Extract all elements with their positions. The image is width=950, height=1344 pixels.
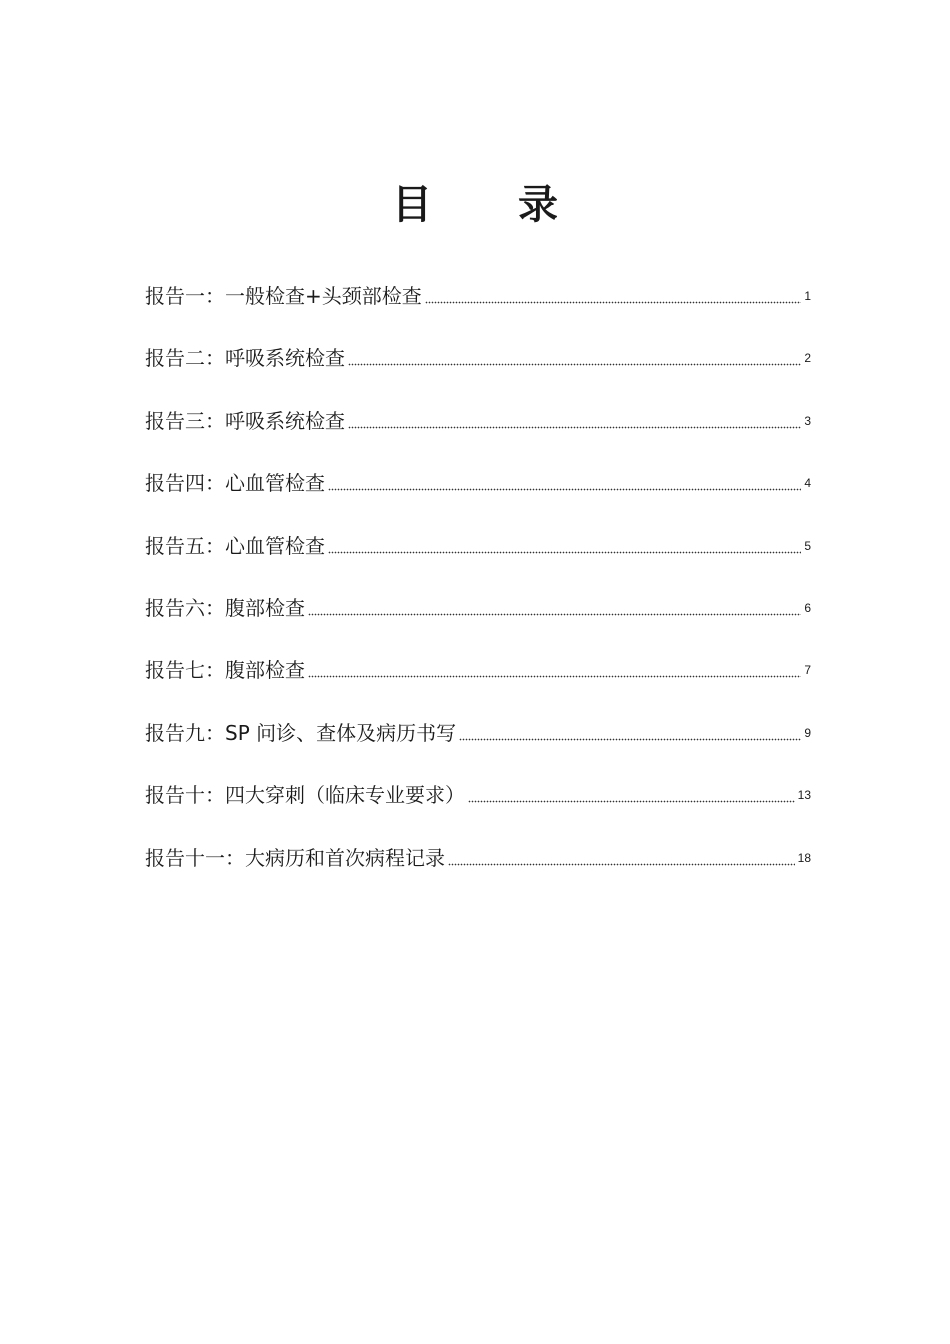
toc-page-number: 13 bbox=[797, 788, 811, 803]
toc-leader-dots bbox=[308, 608, 801, 616]
toc-leader-dots bbox=[459, 733, 801, 741]
toc-entry-text: 报告五：心血管检查 bbox=[145, 533, 325, 558]
toc-entry[interactable] bbox=[145, 749, 811, 811]
toc-page-number: 7 bbox=[804, 663, 811, 678]
toc-page-number: 5 bbox=[804, 538, 811, 553]
toc-leader-dots bbox=[348, 358, 801, 366]
toc-entry[interactable] bbox=[145, 811, 811, 873]
toc-entry[interactable] bbox=[145, 437, 811, 499]
toc-entry[interactable] bbox=[145, 562, 811, 624]
toc-page-number: 4 bbox=[804, 476, 811, 491]
toc-entry-text: 报告二：呼吸系统检查 bbox=[145, 346, 345, 371]
toc-leader-dots bbox=[468, 795, 795, 803]
toc-entry-text: 报告六：腹部检查 bbox=[145, 595, 305, 620]
toc-leader-dots bbox=[348, 421, 801, 429]
toc-page-number: 9 bbox=[804, 725, 811, 740]
toc-entry-text: 报告九：SP 问诊、查体及病历书写 bbox=[145, 720, 457, 745]
toc-entry[interactable] bbox=[145, 686, 811, 748]
toc-page-number: 1 bbox=[804, 289, 811, 303]
toc-title: 目 录 bbox=[392, 180, 594, 228]
toc-entry-text: 报告十一：大病历和首次病程记录 bbox=[145, 845, 445, 870]
toc-entry-text: 报告七：腹部检查 bbox=[145, 658, 305, 683]
toc-leader-dots bbox=[425, 296, 802, 304]
toc-entry-text: 报告十：四大穿刺（临床专业要求） bbox=[145, 783, 465, 808]
toc-entry[interactable] bbox=[145, 499, 811, 561]
toc-page-number: 18 bbox=[797, 850, 811, 865]
toc-leader-dots bbox=[448, 858, 795, 866]
toc-entry-text: 报告一：一般检查+头颈部检查 bbox=[145, 284, 422, 308]
table-of-contents bbox=[145, 280, 811, 874]
toc-leader-dots bbox=[308, 670, 801, 678]
toc-entry[interactable] bbox=[145, 624, 811, 686]
toc-page-number: 6 bbox=[804, 600, 811, 615]
toc-entry[interactable] bbox=[145, 280, 811, 312]
toc-entry[interactable] bbox=[145, 374, 811, 436]
toc-page-number: 3 bbox=[804, 413, 811, 428]
toc-page-number: 2 bbox=[804, 351, 811, 366]
toc-entry[interactable] bbox=[145, 312, 811, 374]
toc-leader-dots bbox=[328, 546, 801, 554]
toc-entry-text: 报告四：心血管检查 bbox=[145, 471, 325, 496]
toc-entry-text: 报告三：呼吸系统检查 bbox=[145, 408, 345, 433]
toc-leader-dots bbox=[328, 483, 801, 491]
